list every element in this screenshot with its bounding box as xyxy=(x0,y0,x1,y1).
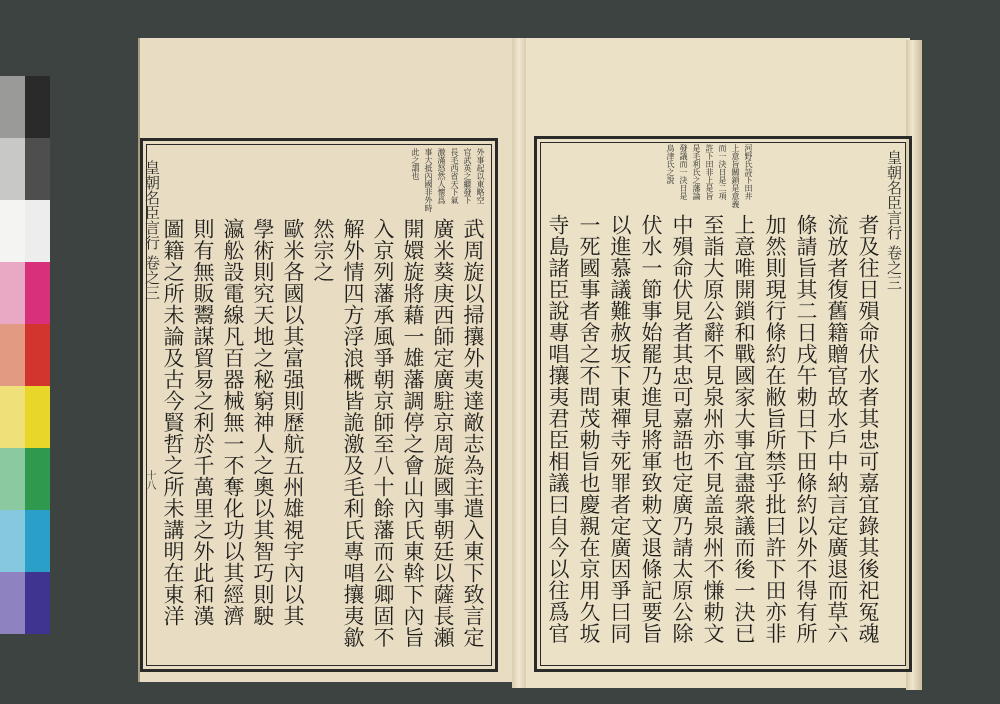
annotation-column: 河野氏詩下田井 xyxy=(744,144,753,200)
text-column: 寺島諸臣說專唱攘夷君臣相議曰自今以往爲官 xyxy=(546,214,570,644)
color-swatch xyxy=(0,510,25,572)
text-column: 解外情四方浮浪概皆詭激及毛利氏專唱攘夷歙 xyxy=(341,218,365,648)
color-swatch xyxy=(0,448,25,510)
color-swatch xyxy=(25,76,50,138)
text-column: 學術則究天地之秘窮神人之奧以其智巧則駛 xyxy=(251,218,275,627)
color-swatch xyxy=(25,510,50,572)
annotation-column: 許下田非上是旨 xyxy=(705,144,714,200)
text-column: 條請旨其二日戌午勅日下田條約以外不得有所 xyxy=(794,214,818,644)
color-swatch xyxy=(25,200,50,262)
text-column: 開嬛旋將藉一雄藩調停之會山內氏東斡下內旨 xyxy=(401,218,425,648)
text-column: 流放者復舊籍贈官故水戶中納言定廣退而草六 xyxy=(825,214,849,644)
text-column: 武周旋以掃攘外夷達敵志為主遣入東下致言定 xyxy=(461,218,485,648)
color-swatch xyxy=(0,386,25,448)
text-column: 以進慕議難赦坂下東禪寺死罪者定廣因爭曰同 xyxy=(608,214,632,644)
color-swatch xyxy=(25,572,50,634)
color-swatch xyxy=(0,200,25,262)
left-page-header: 皇朝名臣言行 卷之三 xyxy=(143,160,161,300)
text-column: 廣米葵庚西師定廣駐京周旋國事朝廷以薩長瀬 xyxy=(431,218,455,648)
annotation-column: 外事起以東略空 xyxy=(476,148,485,204)
text-column: 歐米各國以其富强則歷航五州雄視宇內以其 xyxy=(281,218,305,627)
annotation-column: 激滿怒然人懷爲 xyxy=(437,148,446,204)
annotation-column: 長毛西省天下氣 xyxy=(450,148,459,204)
color-swatch xyxy=(0,138,25,200)
text-column: 者及往日殞命伏水者其忠可嘉宜錄其後祀冤魂 xyxy=(856,214,880,644)
color-swatch xyxy=(0,76,25,138)
annotation-column: 鳥津氏之說 xyxy=(666,144,675,184)
annotation-column: 而一決日是二項 xyxy=(718,144,727,200)
color-swatch xyxy=(0,324,25,386)
text-column: 圖籍之所未論及古今賢哲之所未講明在東洋 xyxy=(161,218,185,627)
color-swatch xyxy=(0,262,25,324)
book-gutter xyxy=(512,38,526,688)
text-column: 則有無販鬻謀貿易之利於千萬里之外此和漢 xyxy=(191,218,215,627)
left-page-folio: 十八 xyxy=(144,470,155,490)
color-swatch xyxy=(25,324,50,386)
text-column: 瀛舩設電線凡百器械無一不奪化功以其經濟 xyxy=(221,218,245,627)
color-calibration-card xyxy=(0,76,50,636)
annotation-column: 事大抵內國非外時 xyxy=(424,148,433,212)
text-column: 中殞命伏見者其忠可嘉語也定廣乃請太原公除 xyxy=(670,214,694,644)
annotation-column: 發議而一決日是 xyxy=(679,144,688,200)
text-column: 入京列藩承風爭朝京師至八十餘藩而公卿固不 xyxy=(371,218,395,648)
annotation-column: 官武英之繼發下 xyxy=(463,148,472,204)
text-column: 然宗之 xyxy=(311,218,335,283)
annotation-column: 此之謂也 xyxy=(411,148,420,180)
text-column: 伏水一節事始罷乃進見將軍致勅文退條記要旨 xyxy=(639,214,663,644)
text-column: 加然則現行條約在敝旨所禁乎批曰許下田亦非 xyxy=(763,214,787,644)
text-column: 上意唯開鎖和戰國家大事宜盡衆議而後一決已 xyxy=(732,214,756,644)
annotation-column: 上意旨關鎖是意義 xyxy=(731,144,740,208)
color-swatch xyxy=(25,138,50,200)
text-column: 一死國事者舍之不問茂勅旨也慶親在京用久坂 xyxy=(577,214,601,644)
color-swatch xyxy=(25,262,50,324)
text-column: 至詣大原公辭不見泉州亦不見盖泉州不慊勅文 xyxy=(701,214,725,644)
color-swatch xyxy=(25,448,50,510)
color-swatch xyxy=(0,572,25,634)
color-swatch xyxy=(25,386,50,448)
right-page-header: 皇朝名臣言行 卷之三 xyxy=(885,150,903,290)
annotation-column: 是毛利氏之藩論 xyxy=(692,144,701,200)
